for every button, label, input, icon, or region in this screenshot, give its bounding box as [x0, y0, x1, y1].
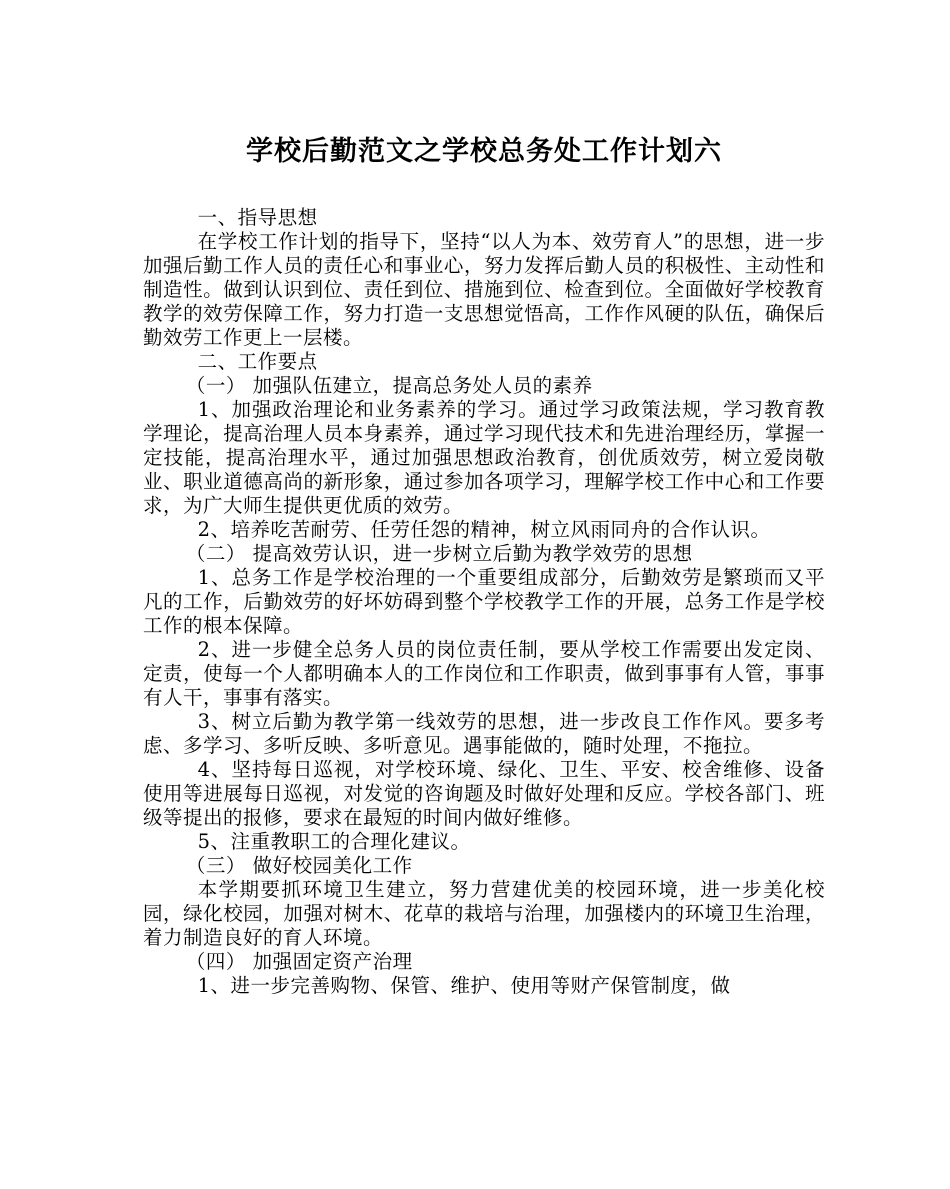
- paragraph: 3、树立后勤为教学第一线效劳的思想，进一步改良工作作风。要多考虑、多学习、多听反映、多听意见。遇事能做的，随时处理，不拖拉。: [143, 710, 825, 757]
- subsection-heading: （二） 提高效劳认识，进一步树立后勤为教学效劳的思想: [185, 542, 693, 565]
- document-page: [143, 132, 825, 998]
- subsection-heading: （三） 做好校园美化工作: [185, 854, 413, 877]
- paragraph: 2、进一步健全总务人员的岗位责任制，要从学校工作需要出发定岗、定责，使每一个人都明确本人的工作岗位和工作职责，做到事事有人管，事事有人干，事事有落实。: [143, 638, 825, 709]
- section-heading: 二、工作要点: [197, 350, 318, 373]
- paragraph: 1、总务工作是学校治理的一个重要组成部分，后勤效劳是繁琐而又平凡的工作，后勤效劳的好坏妨碍到整个学校教学工作的开展，总务工作是学校工作的根本保障。: [143, 566, 825, 637]
- subsection-heading: （四） 加强固定资产治理: [185, 950, 413, 973]
- paragraph: 1、进一步完善购物、保管、维护、使用等财产保管制度，做: [197, 974, 731, 997]
- document-title: 学校后勤范文之学校总务处工作计划六: [246, 136, 722, 167]
- paragraph: 4、坚持每日巡视，对学校环境、绿化、卫生、平安、校舍维修、设备使用等进展每日巡视，对发觉的咨询题及时做好处理和反应。学校各部门、班级等提出的报修，要求在最短的时间内做好维修。: [143, 758, 825, 829]
- subsection-heading: （一） 加强队伍建立，提高总务处人员的素养: [185, 374, 593, 397]
- paragraph: 本学期要抓环境卫生建立，努力营建优美的校园环境，进一步美化校园，绿化校园，加强对树木、花草的栽培与治理，加强楼内的环境卫生治理，着力制造良好的育人环境。: [143, 878, 825, 949]
- document-body: [143, 206, 825, 998]
- paragraph: 1、加强政治理论和业务素养的学习。通过学习政策法规，学习教育教学理论，提高治理人员本身素养，通过学习现代技术和先进治理经历，掌握一定技能，提高治理水平，通过加强思想政治教育，创优质效劳，树立爱岗敬业、职业道德高尚的新形象，通过参加各项学习，理解学校工作中心和工作要求，为广大师生提供更优质的效劳。: [143, 398, 825, 517]
- section-heading: 一、指导思想: [197, 206, 318, 229]
- paragraph: 在学校工作计划的指导下，坚持“以人为本、效劳育人”的思想，进一步加强后勤工作人员的责任心和事业心，努力发挥后勤人员的积极性、主动性和制造性。做到认识到位、责任到位、措施到位、检查到位。全面做好学校教育教学的效劳保障工作，努力打造一支思想觉悟高，工作作风硬的队伍，确保后勤效劳工作更上一层楼。: [143, 230, 825, 349]
- paragraph: 5、注重教职工的合理化建议。: [197, 830, 471, 853]
- paragraph: 2、培养吃苦耐劳、任劳任怨的精神，树立风雨同舟的合作认识。: [197, 518, 771, 541]
